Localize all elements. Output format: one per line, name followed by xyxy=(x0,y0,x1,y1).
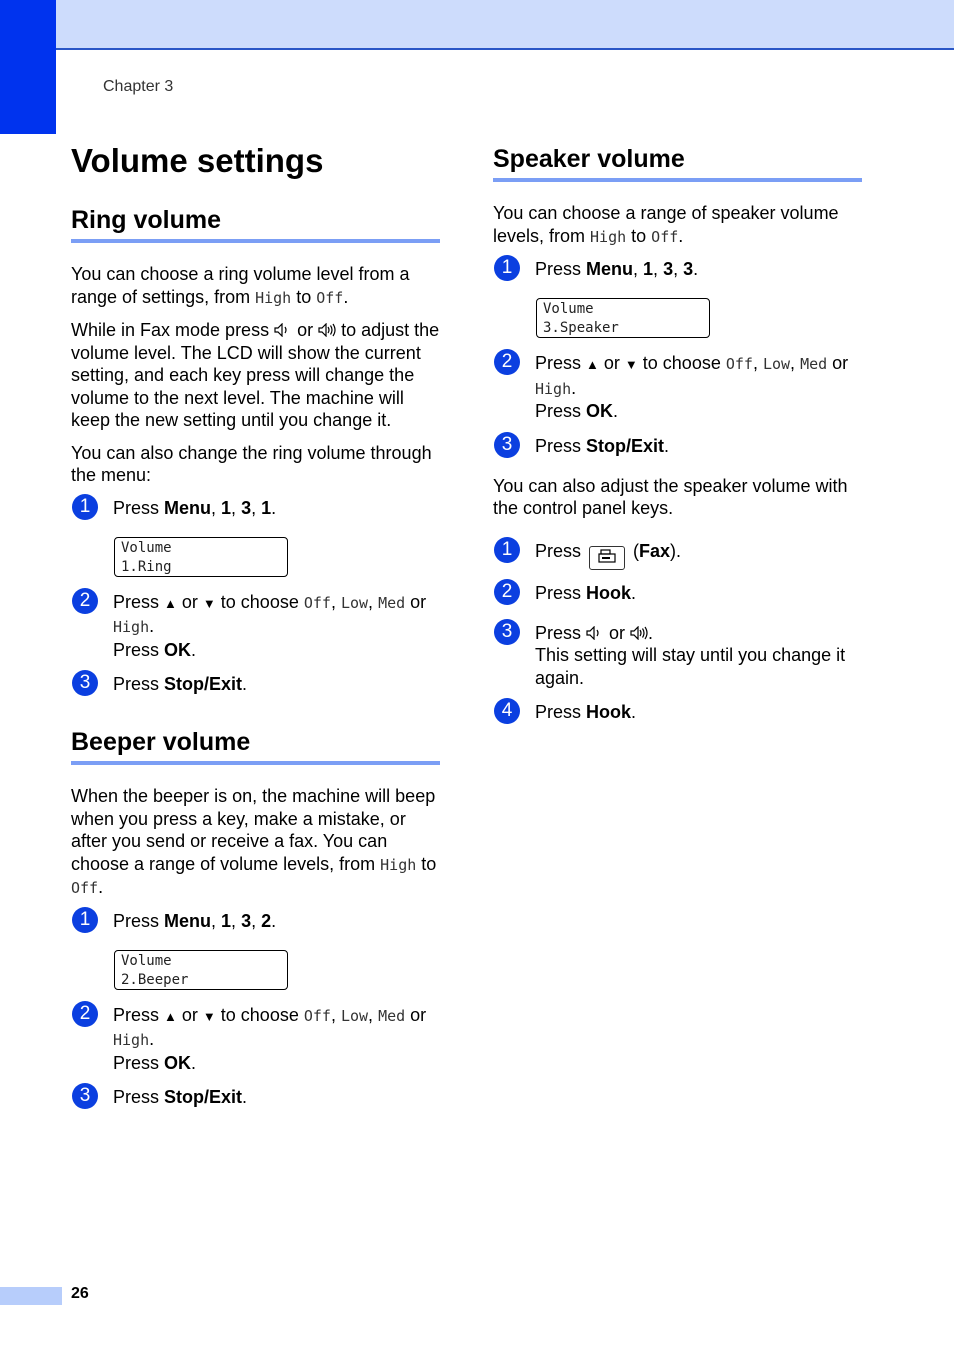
speaker-key-step-2: 2 Press Hook. xyxy=(493,582,862,610)
down-arrow-icon: ▼ xyxy=(202,1008,216,1024)
up-arrow-icon: ▲ xyxy=(586,357,599,372)
step-number: 1 xyxy=(72,907,98,933)
ring-step-3: 3 Press Stop/Exit. xyxy=(71,673,440,701)
volume-up-icon xyxy=(318,323,336,337)
beeper-step-1: 1 Press Menu, 1, 3, 2. xyxy=(71,910,440,938)
step-number: 3 xyxy=(72,670,98,696)
step-number: 1 xyxy=(494,537,520,563)
page-title: Volume settings xyxy=(71,142,324,179)
page-number: 26 xyxy=(71,1285,89,1302)
right-column xyxy=(493,138,862,741)
beeper-intro: When the beeper is on, the machine will beep when you press a key, make a mistake, or after you send or receive a fax. You can choose a range of volume levels, from High to Off. xyxy=(71,786,437,897)
ring-step-2: 2 Press ▲ or ▼ to choose Off, Low, Med or High. Press OK. xyxy=(71,591,440,662)
chapter-label: Chapter 3 xyxy=(103,78,174,95)
speaker-step-2: 2 Press ▲ or ▼ to choose Off, Low, Med or High. Press OK. xyxy=(493,352,862,423)
ring-fax-mode-text: While in Fax mode press or to adjust the volume level. The LCD will show the current setting, and each key press will change the volume to the next level. The machine will keep the new setting until you change it. xyxy=(71,320,440,430)
down-arrow-icon: ▼ xyxy=(624,357,638,372)
speaker-key-step-4: 4 Press Hook. xyxy=(493,701,862,729)
lcd-display-speaker: Volume 3.Speaker xyxy=(536,298,710,338)
step-number: 2 xyxy=(494,579,520,605)
speaker-step-1: 1 Press Menu, 1, 3, 3. xyxy=(493,258,862,286)
step-number: 3 xyxy=(72,1083,98,1109)
step-number: 4 xyxy=(494,698,520,724)
ring-step-1: 1 Press Menu, 1, 3, 1. xyxy=(71,497,440,525)
step-number: 1 xyxy=(72,494,98,520)
step-number: 3 xyxy=(494,619,520,645)
speaker-keys-text: You can also adjust the speaker volume with the control panel keys. xyxy=(493,475,848,518)
footer-band xyxy=(0,1287,62,1305)
down-arrow-icon: ▼ xyxy=(202,595,216,611)
lcd-display-beeper: Volume 2.Beeper xyxy=(114,950,288,990)
speaker-key-step-3: 3 Press or . This setting will stay until you change it again. xyxy=(493,622,862,690)
volume-up-icon xyxy=(630,626,648,640)
chapter-tab xyxy=(0,0,56,134)
header-band xyxy=(56,0,954,50)
up-arrow-icon: ▲ xyxy=(164,595,177,611)
speaker-key-step-1: 1 Press (Fax). xyxy=(493,540,862,570)
beeper-step-3: 3 Press Stop/Exit. xyxy=(71,1086,440,1114)
lcd-display-ring: Volume 1.Ring xyxy=(114,537,288,577)
section-heading-beeper-volume: Beeper volume xyxy=(71,727,440,765)
volume-down-icon xyxy=(274,323,292,337)
fax-icon xyxy=(589,546,625,570)
speaker-step-3: 3 Press Stop/Exit. xyxy=(493,435,862,463)
ring-menu-text: You can also change the ring volume through the menu: xyxy=(71,442,432,485)
speaker-intro: You can choose a range of speaker volume levels, from High to Off. xyxy=(493,203,839,246)
step-number: 2 xyxy=(72,1001,98,1027)
step-number: 1 xyxy=(494,255,520,281)
up-arrow-icon: ▲ xyxy=(164,1008,177,1024)
section-heading-speaker-volume: Speaker volume xyxy=(493,144,862,182)
left-column xyxy=(71,138,440,1126)
volume-down-icon xyxy=(586,626,604,640)
step-number: 2 xyxy=(72,588,98,614)
beeper-step-2: 2 Press ▲ or ▼ to choose Off, Low, Med or High. Press OK. xyxy=(71,1004,440,1075)
step-number: 2 xyxy=(494,349,520,375)
section-heading-ring-volume: Ring volume xyxy=(71,205,440,243)
step-number: 3 xyxy=(494,432,520,458)
ring-intro: You can choose a ring volume level from a range of settings, from High to Off. xyxy=(71,264,410,307)
